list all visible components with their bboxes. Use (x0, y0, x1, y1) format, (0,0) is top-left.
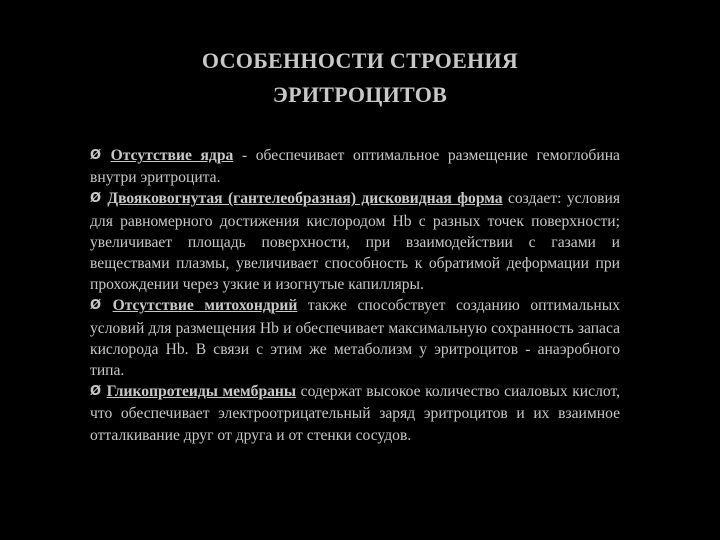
bullet-term: Гликопротеиды мембраны (106, 383, 297, 401)
slide-title (0, 44, 720, 112)
bullet-term: Отсутствие ядра (110, 147, 234, 164)
slide-body (90, 145, 620, 446)
bullet-item-glycoproteins (90, 381, 620, 446)
bullet-term: Отсутствие митохондрий (112, 297, 298, 315)
title-line-2: ЭРИТРОЦИТОВ (272, 82, 448, 107)
arrow-bullet-icon: Ø (90, 384, 102, 400)
bullet-item-nucleus (90, 145, 620, 188)
bullet-item-shape (90, 188, 620, 295)
arrow-bullet-icon: Ø (90, 148, 102, 163)
bullet-text: - обеспечивает оптимальное размещение гемоглобина внутри эритроцита. (90, 147, 620, 187)
bullet-text: содержат высокое количество сиаловых кислот, что обеспечивает электроотрицательный заряд эритроцитов и их взаимное отталкивание друг от друга и от стенки сосудов. (90, 383, 620, 444)
title-line-1: ОСОБЕННОСТИ СТРОЕНИЯ (201, 48, 519, 73)
bullet-text: также способствует созданию оптимальных условий для размещения Hb и обеспечивает максимальную сохранность запаса кислорода Hb. В связи с этим же метаболизм у эритроцитов - анаэробного типа. (90, 297, 620, 380)
bullet-item-mitochondria (90, 295, 620, 381)
bullet-text: создает: условия для равномерного достижения кислородом Hb с разных точек поверхности; увеличивает площадь поверхности, при взаимодействии с газами и веществами плазмы, увеличивает способность к обратимой деформации при прохождении через узкие и изогнутые капилляры. (90, 190, 621, 294)
arrow-bullet-icon: Ø (90, 191, 102, 207)
arrow-bullet-icon: Ø (90, 298, 102, 314)
bullet-term: Двояковогнутая (гантелеобразная) дисковидная форма (107, 190, 503, 208)
